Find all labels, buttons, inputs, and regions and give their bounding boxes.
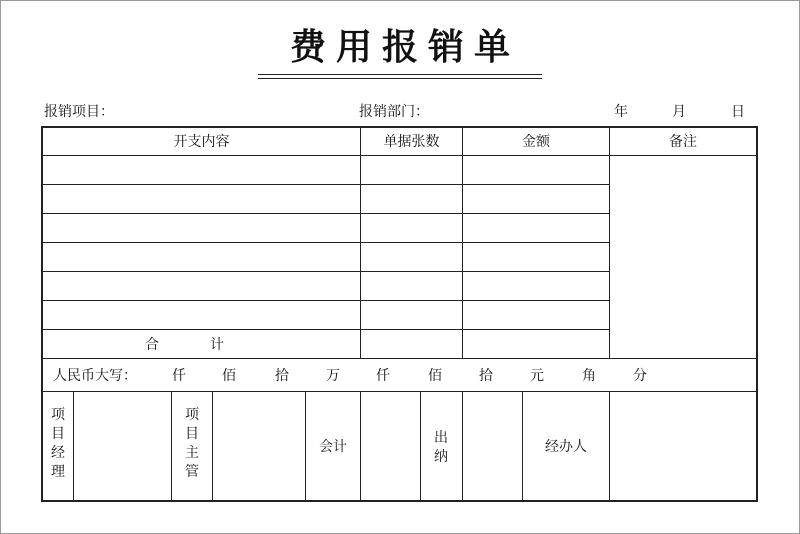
col-line (609, 126, 610, 359)
title-underline-top (258, 74, 542, 75)
header-receipt-count: 单据张数 (383, 134, 440, 150)
table-border-right (756, 126, 758, 502)
col-line (462, 126, 463, 359)
col-line (360, 391, 361, 501)
table-border-left (41, 126, 43, 502)
accountant-label: 会计 (319, 439, 347, 455)
day-label: 日 (731, 104, 745, 120)
row-line (41, 358, 758, 359)
header-expense-content: 开支内容 (173, 134, 230, 150)
project-supervisor-label: 项目主管 (185, 407, 199, 480)
unit-fen: 分 (633, 368, 647, 384)
total-label-part1: 合 (145, 337, 159, 353)
project-label: 报销项目： (44, 104, 114, 120)
col-line (171, 391, 172, 501)
row-line (41, 213, 610, 214)
unit-shi-2: 拾 (479, 368, 493, 384)
col-line (420, 391, 421, 501)
header-remarks: 备注 (669, 134, 697, 150)
row-line (41, 155, 758, 156)
col-line (73, 391, 74, 501)
row-line (41, 300, 610, 301)
project-manager-label: 项目经理 (51, 407, 65, 480)
unit-wan: 万 (326, 368, 340, 384)
row-line (41, 271, 610, 272)
table-border-top (41, 126, 758, 128)
rmb-uppercase-label: 人民币大写： (53, 368, 137, 384)
cashier-label: 出纳 (434, 430, 448, 465)
unit-yuan: 元 (530, 368, 544, 384)
title-underline-bottom (258, 78, 542, 79)
table-border-bottom (41, 500, 758, 502)
col-line (609, 391, 610, 501)
row-line (41, 329, 610, 330)
handler-label: 经办人 (545, 439, 587, 455)
header-amount: 金额 (522, 134, 550, 150)
unit-jiao: 角 (582, 368, 596, 384)
row-line (41, 184, 610, 185)
unit-qian: 仟 (172, 368, 186, 384)
row-line (41, 391, 758, 392)
col-line (462, 391, 463, 501)
row-line (41, 242, 610, 243)
unit-bai: 佰 (222, 368, 236, 384)
form-title: 费用报销单 (289, 27, 520, 68)
month-label: 月 (672, 104, 686, 120)
department-label: 报销部门： (359, 104, 429, 120)
year-label: 年 (614, 104, 628, 120)
unit-qian-2: 仟 (376, 368, 390, 384)
col-line (212, 391, 213, 501)
unit-shi: 拾 (275, 368, 289, 384)
col-line (360, 126, 361, 359)
unit-bai-2: 佰 (428, 368, 442, 384)
total-label-part2: 计 (210, 337, 224, 353)
